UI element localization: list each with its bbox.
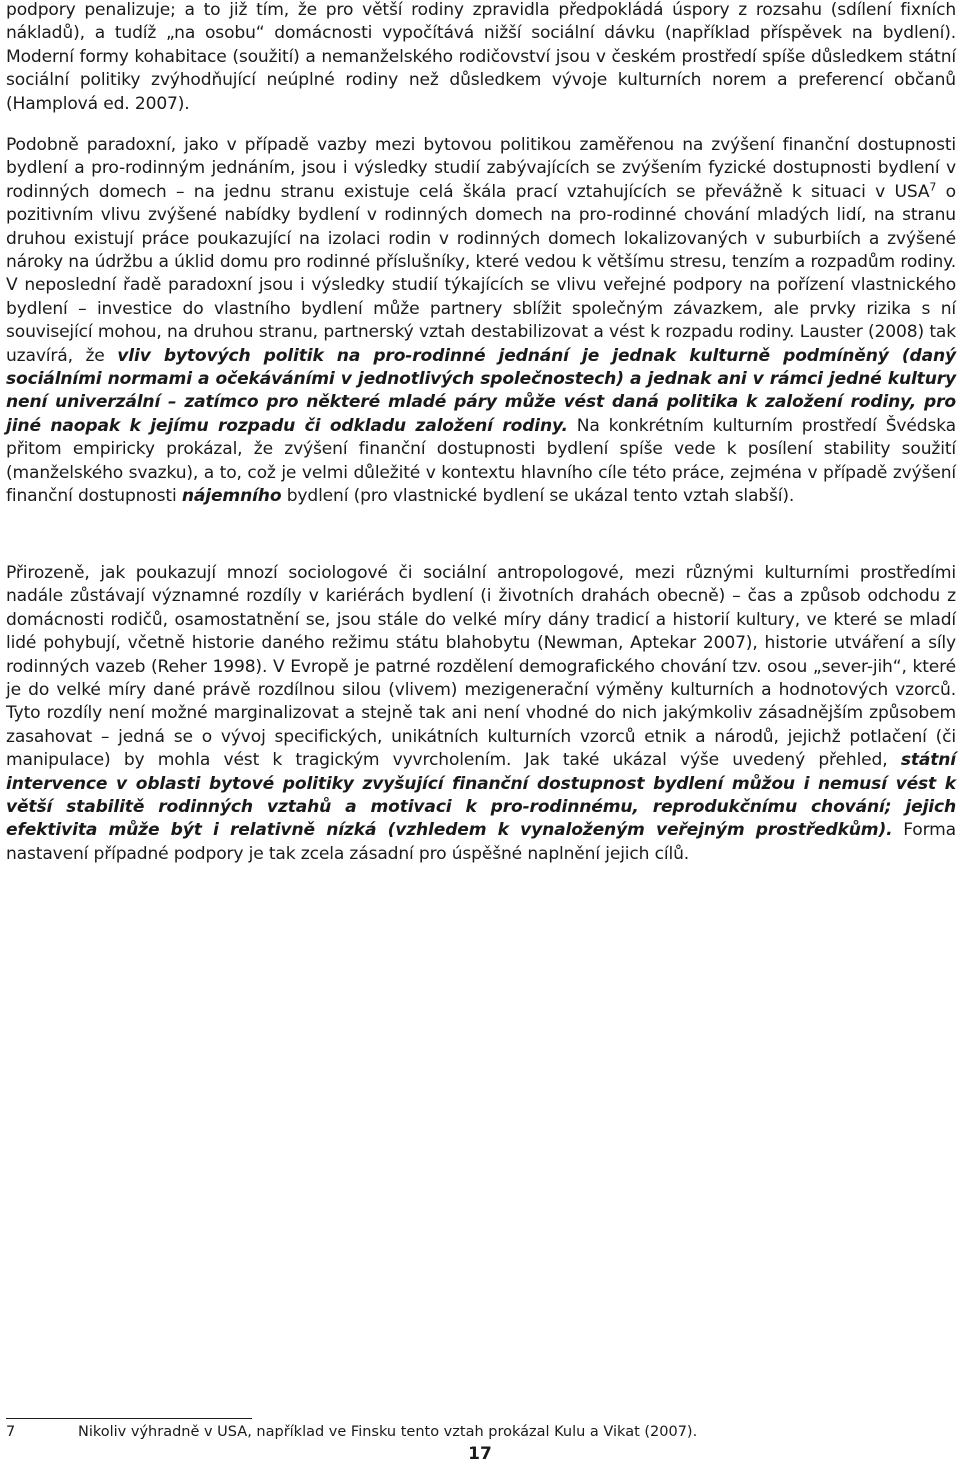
footnote	[6, 1423, 946, 1441]
paragraph-3-emphasis-1: státní intervence v oblasti bytové politiky zvyšující finanční dostupnost bydlení můžou i nemusí vést k větší stabilitě rodinných vztahů a motivaci k pro-rodinnému, reprodukčnímu chování; jejich efektivita může být i relativně nízká (vzhledem k vynaloženým veřejným prostředkům).	[6, 750, 956, 841]
footnote-text: Nikoliv výhradně v USA, například ve Finsku tento vztah prokázal Kulu a Vikat (2007).	[78, 1424, 698, 1440]
paragraph-2-emphasis-2: nájemního	[181, 486, 282, 507]
paragraph-2-text-1: Podobně paradoxní, jako v případě vazby mezi bytovou politikou zaměřenou na zvýšení finanční dostupnosti bydlení a pro-rodinným jednáním, jsou i výsledky studií zabývajících se zvýšením fyzické dostupnosti bydlení v rodinných domech – na jednu stranu existuje celá škála prací vztahujících se převážně k situaci v USA	[6, 135, 956, 202]
paragraph-1: podpory penalizuje; a to již tím, že pro větší rodiny zpravidla předpokládá úspory z rozsahu (sdílení fixních nákladů), a tudíž „na osobu“ domácnosti vypočítává nižší sociální dávku (například příspěvek na bydlení). Moderní formy kohabitace (soužití) a nemanželského rodičovství jsou v českém prostředí spíše důsledkem státní sociální politiky zvýhodňující neúplné rodiny než důsledkem vývoje kulturních norem a preferencí občanů (Hamplová ed. 2007).	[6, 0, 956, 114]
footnote-number: 7	[6, 1424, 16, 1440]
paragraph-2	[6, 134, 956, 509]
paragraph-3-text-2: Forma nastavení případné podpory je tak zcela zásadní pro úspěšné naplnění jejich cílů.	[6, 820, 956, 864]
paragraph-3-text-1: Přirozeně, jak poukazují mnozí sociologové či sociální antropologové, mezi různými kulturními prostředími nadále zůstávají významné rozdíly v kariérách bydlení (i životních drahách obecně) – čas a způsob odchodu z domácnosti rodičů, osamostatnění se, jsou stále do velké míry dány tradicí a historií kultury, ve které se mladí lidé pohybují, včetně historie daného režimu státu blahobytu (Newman, Aptekar 2007), historie utváření a síly rodinných vazeb (Reher 1998). V Evropě je patrné rozdělení demografického chování tzv. osou „sever-jih“, které je do velké míry dané právě rozdílnou silou (vlivem) mezigenerační výměny kulturních a hodnotových vzorců. Tyto rozdíly není možné marginalizovat a stejně tak ani není vhodné do nich jakýmkoliv zásadnějším způsobem zasahovat – jedná se o vývoj specifických, unikátních kulturních vzorců etnik a národů, jejichž potlačení (či manipulace) by mohla vést k tragickým vyvrcholením. Jak také ukázal výše uvedený přehled,	[6, 563, 956, 771]
paragraph-2-text-3: Na konkrétním kulturním prostředí Švédska přitom empiricky prokázal, že zvýšení finanční dostupnosti bydlení spíše vede k posílení stability soužití (manželského svazku), a to, což je velmi důležité v kontextu hlavního cíle této práce, zejména v případě zvýšení finanční dostupnosti	[6, 415, 956, 507]
page-number: 17	[468, 1444, 492, 1464]
paragraph-3	[6, 562, 956, 866]
footnote-divider	[6, 1418, 252, 1419]
paragraph-2-emphasis-1: vliv bytových politik na pro-rodinné jednání je jednak kulturně podmíněný (daný sociálními normami a očekáváními v jednotlivých společnostech) a jednak ani v rámci jedné kultury není univerzální – zatímco pro některé mladé páry může vést daná politika k založení rodiny, pro jiné naopak k jejímu rozpadu či odkladu založení rodiny.	[6, 345, 956, 436]
paragraph-2-text-4: bydlení (pro vlastnické bydlení se ukázal tento vztah slabší).	[281, 486, 795, 507]
paragraph-2-text-2: o pozitivním vlivu zvýšené nabídky bydlení v rodinných domech na pro-rodinné chování mladých lidí, na stranu druhou existují práce poukazující na izolaci rodin v rodinných domech lokalizovaných v suburbiích a zvýšené nároky na údržbu a úklid domu pro rodinné příslušníky, které vedou k většímu stresu, tenzím a rozpadům rodiny. V neposlední řadě paradoxní jsou i výsledky studií týkajících se vlivu veřejné podpory na pořízení vlastnického bydlení – investice do vlastního bydlení může partnery sblížit společným závazkem, ale prvky rizika s ní související mohou, na druhou stranu, partnerský vztah destabilizovat a vést k rozpadu rodiny. Lauster (2008) tak uzavírá, že	[6, 181, 956, 366]
footnote-reference: 7	[929, 180, 937, 194]
